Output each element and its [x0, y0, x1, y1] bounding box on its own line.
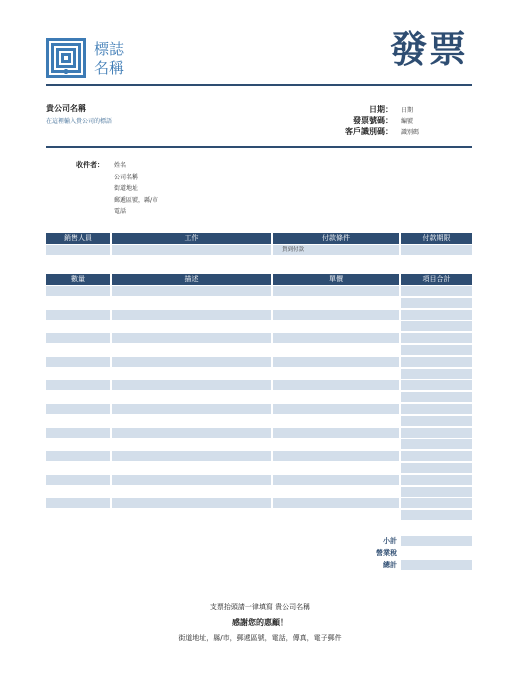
item-cell-description[interactable]	[112, 310, 271, 320]
item-cell-description[interactable]	[112, 286, 271, 296]
item-cell-line-total[interactable]	[401, 487, 472, 497]
logo-text-line1: 標誌	[94, 40, 125, 58]
item-cell-line-total[interactable]	[401, 298, 472, 308]
item-cell-quantity[interactable]	[46, 428, 110, 438]
sales-header-due-date: 付款期限	[401, 233, 472, 244]
footer-thanks: 感謝您的惠顧！	[232, 618, 288, 627]
items-header-unit-price: 單價	[273, 274, 399, 285]
item-cell-description[interactable]	[112, 416, 271, 426]
company-slogan: 在這裡輸入貴公司的標語	[46, 118, 113, 125]
item-cell-unit-price[interactable]	[273, 404, 399, 414]
item-cell-description[interactable]	[112, 369, 271, 379]
item-cell-description[interactable]	[112, 357, 271, 367]
item-cell-unit-price[interactable]	[273, 451, 399, 461]
item-cell-description[interactable]	[112, 428, 271, 438]
sales-header-payment-terms: 付款條件	[273, 233, 399, 244]
item-cell-line-total[interactable]	[401, 321, 472, 331]
subtotal-label: 小計	[383, 537, 397, 545]
sales-header-job: 工作	[112, 233, 271, 244]
item-cell-unit-price[interactable]	[273, 392, 399, 402]
item-cell-line-total[interactable]	[401, 310, 472, 320]
invoice-title: 發票	[390, 28, 468, 71]
item-cell-unit-price[interactable]	[273, 487, 399, 497]
invoice-number-label: 發票號碼：	[353, 116, 393, 125]
footer-contact: 街道地址，縣/市，郵遞區號，電話，傳真，電子郵件	[178, 634, 342, 642]
sales-cell-salesperson[interactable]	[46, 245, 110, 255]
items-header-line-total: 項目合計	[401, 274, 472, 285]
item-cell-quantity[interactable]	[46, 298, 110, 308]
item-cell-unit-price[interactable]	[273, 380, 399, 390]
item-cell-line-total[interactable]	[401, 333, 472, 343]
item-cell-quantity[interactable]	[46, 475, 110, 485]
section-divider	[46, 146, 472, 148]
item-cell-description[interactable]	[112, 404, 271, 414]
item-cell-unit-price[interactable]	[273, 498, 399, 508]
item-cell-unit-price[interactable]	[273, 428, 399, 438]
item-cell-quantity[interactable]	[46, 333, 110, 343]
customer-id-label: 客戶識別碼：	[345, 127, 393, 136]
total-label: 總計	[383, 561, 397, 569]
item-cell-quantity[interactable]	[46, 463, 110, 473]
item-cell-quantity[interactable]	[46, 286, 110, 296]
recipient-company[interactable]: 公司名稱	[114, 173, 139, 181]
item-cell-quantity[interactable]	[46, 345, 110, 355]
item-cell-description[interactable]	[112, 498, 271, 508]
recipient-block	[114, 160, 158, 218]
sales-header-salesperson: 銷售人員	[46, 233, 110, 244]
logo-name	[94, 40, 124, 78]
header-divider	[46, 84, 472, 86]
item-cell-line-total[interactable]	[401, 463, 472, 473]
invoice-number-value[interactable]: 編號	[401, 118, 414, 125]
recipient-zip-city[interactable]: 郵遞區號，縣/市	[114, 196, 159, 204]
item-cell-line-total[interactable]	[401, 439, 472, 449]
item-cell-quantity[interactable]	[46, 369, 110, 379]
item-cell-description[interactable]	[112, 475, 271, 485]
logo-icon	[46, 38, 86, 78]
logo-text-line2: 名稱	[94, 59, 125, 77]
item-cell-unit-price[interactable]	[273, 310, 399, 320]
item-cell-unit-price[interactable]	[273, 298, 399, 308]
item-cell-unit-price[interactable]	[273, 321, 399, 331]
item-cell-quantity[interactable]	[46, 487, 110, 497]
item-cell-line-total[interactable]	[401, 286, 472, 296]
sales-cell-job[interactable]	[112, 245, 271, 255]
item-cell-description[interactable]	[112, 510, 271, 520]
item-cell-quantity[interactable]	[46, 498, 110, 508]
date-value[interactable]: 日期	[401, 107, 414, 114]
tax-label: 營業稅	[376, 549, 397, 557]
item-cell-quantity[interactable]	[46, 357, 110, 367]
item-cell-unit-price[interactable]	[273, 286, 399, 296]
item-cell-description[interactable]	[112, 333, 271, 343]
item-cell-line-total[interactable]	[401, 404, 472, 414]
item-cell-unit-price[interactable]	[273, 439, 399, 449]
item-cell-line-total[interactable]	[401, 369, 472, 379]
item-cell-description[interactable]	[112, 439, 271, 449]
item-cell-quantity[interactable]	[46, 510, 110, 520]
item-cell-quantity[interactable]	[46, 416, 110, 426]
recipient-name[interactable]: 姓名	[114, 162, 127, 169]
item-cell-line-total[interactable]	[401, 510, 472, 520]
date-label: 日期：	[369, 105, 393, 114]
item-cell-unit-price[interactable]	[273, 369, 399, 379]
item-cell-unit-price[interactable]	[273, 333, 399, 343]
item-cell-description[interactable]	[112, 487, 271, 497]
item-cell-line-total[interactable]	[401, 451, 472, 461]
sales-cell-payment-terms[interactable]: 貨到付款	[273, 245, 399, 255]
item-cell-line-total[interactable]	[401, 428, 472, 438]
recipient-phone[interactable]: 電話	[114, 208, 127, 215]
meta-values	[401, 105, 419, 138]
item-cell-line-total[interactable]	[401, 498, 472, 508]
item-cell-quantity[interactable]	[46, 310, 110, 320]
item-cell-unit-price[interactable]	[273, 510, 399, 520]
sales-cell-due-date[interactable]	[401, 245, 472, 255]
items-header-quantity: 數量	[46, 274, 110, 285]
items-header-description: 描述	[112, 274, 271, 285]
item-cell-description[interactable]	[112, 298, 271, 308]
item-cell-unit-price[interactable]	[273, 463, 399, 473]
tax-value[interactable]	[401, 548, 472, 558]
company-name: 貴公司名稱	[46, 104, 86, 113]
item-cell-description[interactable]	[112, 321, 271, 331]
item-cell-description[interactable]	[112, 451, 271, 461]
item-cell-quantity[interactable]	[46, 451, 110, 461]
item-cell-line-total[interactable]	[401, 392, 472, 402]
meta-labels	[345, 104, 393, 137]
item-cell-line-total[interactable]	[401, 475, 472, 485]
item-cell-line-total[interactable]	[401, 345, 472, 355]
footer-payable-note: 支票抬頭請一律填寫 貴公司名稱	[209, 603, 311, 611]
recipient-label: 收件者：	[76, 161, 104, 169]
subtotal-value[interactable]	[401, 536, 472, 546]
item-cell-description[interactable]	[112, 345, 271, 355]
item-cell-unit-price[interactable]	[273, 475, 399, 485]
item-cell-unit-price[interactable]	[273, 345, 399, 355]
item-cell-unit-price[interactable]	[273, 416, 399, 426]
item-cell-line-total[interactable]	[401, 357, 472, 367]
item-cell-quantity[interactable]	[46, 380, 110, 390]
total-value[interactable]	[401, 560, 472, 570]
item-cell-line-total[interactable]	[401, 380, 472, 390]
customer-id-value[interactable]: 識別碼	[401, 129, 420, 136]
item-cell-quantity[interactable]	[46, 392, 110, 402]
item-cell-quantity[interactable]	[46, 321, 110, 331]
item-cell-description[interactable]	[112, 392, 271, 402]
item-cell-unit-price[interactable]	[273, 357, 399, 367]
item-cell-quantity[interactable]	[46, 404, 110, 414]
item-cell-description[interactable]	[112, 380, 271, 390]
item-cell-description[interactable]	[112, 463, 271, 473]
recipient-street[interactable]: 街道地址	[114, 185, 139, 192]
item-cell-line-total[interactable]	[401, 416, 472, 426]
item-cell-quantity[interactable]	[46, 439, 110, 449]
